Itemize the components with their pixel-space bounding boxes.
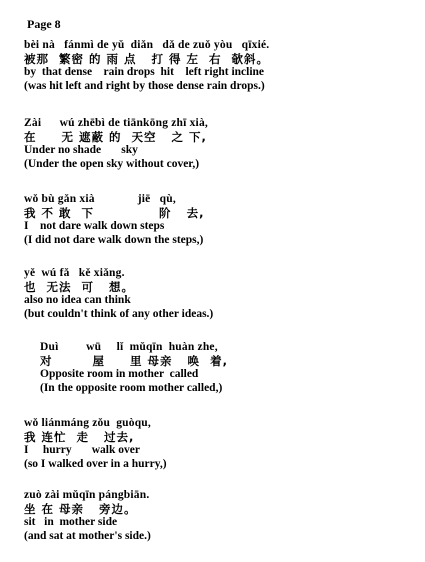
chinese-line: 我 不 敢 下 阶 去, — [24, 205, 205, 220]
translation-line: (and sat at mother's side.) — [24, 529, 151, 542]
gloss-line: Under no shade sky — [24, 144, 138, 156]
chinese-line: 对 屋 里 母亲 唤 着, — [40, 353, 228, 368]
page-label: Page 8 — [27, 17, 61, 31]
pinyin-line: bèi nà fánmì de yǔ diǎn dǎ de zuǒ yòu qīxié. — [24, 39, 270, 51]
gloss-line: I not dare walk down steps — [24, 220, 165, 232]
chinese-line: 在 无 遮蔽 的 天空 之 下, — [24, 129, 207, 144]
pinyin-line: zuò zài mǔqīn pángbiān. — [24, 489, 150, 501]
pinyin-line: yě wú fǎ kě xiǎng. — [24, 267, 125, 279]
translation-line: (so I walked over in a hurry,) — [24, 457, 167, 470]
translation-line: (I did not dare walk down the steps,) — [24, 233, 204, 246]
chinese-line: 被那 繁密 的 雨 点 打 得 左 右 欹斜。 — [24, 51, 270, 66]
gloss-line: Opposite room in mother called — [40, 368, 199, 380]
gloss-line: sit in mother side — [24, 516, 118, 528]
gloss-line: also no idea can think — [24, 294, 131, 306]
pinyin-line: Duì wū lǐ mǔqīn huàn zhe, — [40, 341, 218, 353]
stanza-7 — [24, 489, 151, 543]
chinese-line: 我 连忙 走 过去, — [24, 429, 135, 444]
translation-line: (In the opposite room mother called,) — [40, 381, 223, 394]
stanza-1 — [24, 39, 269, 93]
translation-line: (but couldn't think of any other ideas.) — [24, 307, 214, 320]
chinese-line: 也 无法 可 想。 — [24, 279, 135, 294]
pinyin-line: wǒ liánmáng zǒu guòqu, — [24, 417, 151, 429]
stanza-6 — [24, 417, 167, 471]
pinyin-line: wǒ bù gǎn xià jiē qù, — [24, 193, 176, 205]
stanza-4 — [24, 267, 213, 321]
stanza-5 — [40, 341, 228, 395]
stanza-3 — [24, 193, 204, 247]
translation-line: (was hit left and right by those dense rain drops.) — [24, 79, 265, 92]
chinese-line: 坐 在 母亲 旁边。 — [24, 501, 137, 516]
pinyin-line: Zài wú zhēbì de tiānkōng zhī xià, — [24, 117, 208, 129]
gloss-line: I hurry walk over — [24, 444, 140, 456]
stanza-2 — [24, 117, 208, 171]
translation-line: (Under the open sky without cover,) — [24, 157, 200, 170]
gloss-line: by that dense rain drops hit left right incline — [24, 66, 265, 78]
